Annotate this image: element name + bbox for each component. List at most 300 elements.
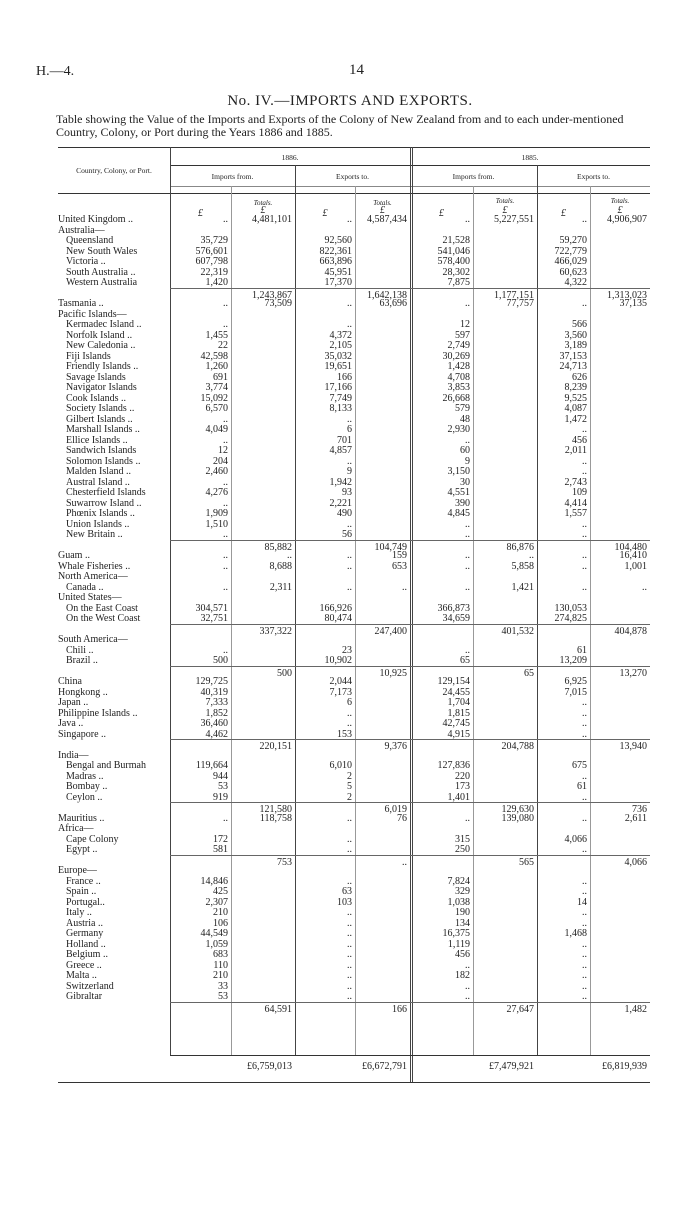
value-cell-e86: 822,361 (319, 245, 352, 257)
country-label: Bengal and Burmah (66, 760, 146, 771)
value-cell-te85: 4,906,907 (607, 214, 647, 225)
value-cell-i85: 250 (455, 844, 470, 855)
value-cell-i86: 1,852 (205, 707, 228, 719)
value-cell-e86: 9 (347, 466, 352, 477)
country-label: Solomon Islands .. (66, 455, 141, 467)
value-cell-i86: .. (223, 319, 228, 330)
subtotal-rule (295, 802, 410, 803)
value-cell-i86: 919 (213, 791, 228, 803)
subtotal-rule (410, 739, 537, 740)
value-cell-e85: 4,414 (564, 497, 587, 509)
value-cell-e86: 4,372 (329, 329, 352, 341)
subtotal-rule (170, 288, 295, 289)
value-cell-i86: 1,059 (205, 938, 228, 950)
value-cell-e85: 130,053 (554, 602, 587, 614)
value-cell-e86: .. (347, 949, 352, 960)
exports-1885-header: Exports to. (577, 172, 610, 181)
value-cell-te86: 1,642,138 (367, 289, 407, 301)
value-cell-ti85: 1,177,151 (494, 289, 534, 301)
value-cell-i85: 7,824 (447, 875, 470, 887)
exports-1886-header: Exports to. (336, 172, 369, 181)
subtotal-rule (295, 288, 410, 289)
country-label: Chesterfield Islands (66, 487, 146, 498)
value-cell-i85: 4,845 (447, 508, 470, 519)
value-cell-e85: .. (582, 949, 587, 960)
value-cell-i86: 129,725 (195, 676, 228, 687)
value-cell-e85: .. (582, 718, 587, 729)
value-cell-i85: 4,551 (447, 487, 470, 498)
value-cell-e86: 103 (337, 896, 352, 908)
value-cell-e85: .. (582, 466, 587, 477)
value-cell-i86: 12 (218, 445, 228, 456)
value-cell-te85: 13,270 (619, 667, 647, 679)
value-cell-i85: 48 (460, 413, 470, 425)
subtotal-rule (537, 540, 650, 541)
table-top-rule (58, 147, 650, 148)
country-label: Cape Colony (66, 833, 119, 845)
value-cell-e86: 35,032 (324, 350, 352, 362)
value-cell-e85: 456 (572, 434, 587, 446)
subtotal-rule (410, 540, 537, 541)
header-bottom-rule (58, 193, 650, 194)
value-cell-e86: 2 (347, 770, 352, 782)
value-cell-e86: .. (347, 413, 352, 425)
value-cell-i86: 1,455 (205, 329, 228, 341)
value-cell-i85: 190 (455, 907, 470, 918)
value-cell-e86: 8,133 (329, 403, 352, 414)
value-cell-i86: 22,319 (200, 266, 228, 278)
value-cell-e85: 4,087 (564, 403, 587, 414)
value-cell-e85: .. (582, 970, 587, 981)
value-cell-i86: 14,846 (200, 875, 228, 887)
value-cell-e85: 3,189 (564, 340, 587, 351)
value-cell-i86: 425 (213, 886, 228, 897)
subtotal-rule (295, 540, 410, 541)
country-label: Norfolk Island .. (66, 329, 133, 341)
value-cell-i86: 576,601 (195, 245, 228, 257)
value-cell-i85: 30,269 (442, 350, 470, 362)
value-cell-ti86: 73,509 (264, 298, 292, 309)
subtotal-rule (410, 802, 537, 803)
value-cell-ti86: 753 (277, 856, 292, 868)
value-cell-ti86: 8,688 (269, 560, 292, 572)
value-cell-ti85: 5,858 (511, 560, 534, 572)
subtotal-rule (410, 1002, 537, 1003)
value-cell-ti86: 64,591 (264, 1003, 292, 1015)
country-label: On the West Coast (66, 613, 141, 624)
country-label: Union Islands .. (66, 518, 130, 530)
country-label: United Kingdom .. (58, 214, 133, 225)
grand-total-exports-1886: £6,672,791 (362, 1061, 407, 1072)
value-cell-i86: 32,751 (200, 613, 228, 624)
value-cell-e85: .. (582, 791, 587, 803)
value-cell-te85: 16,410 (619, 550, 647, 561)
country-label: Kermadec Island .. (66, 319, 142, 330)
value-cell-e85: .. (582, 875, 587, 887)
value-cell-i85: 1,704 (447, 697, 470, 708)
value-cell-e85: 626 (572, 371, 587, 383)
totals-label: Totals. (373, 199, 392, 207)
value-cell-te86: 6,019 (384, 804, 407, 815)
country-label: Belgium .. (66, 949, 108, 960)
country-label: Sandwich Islands (66, 445, 137, 456)
value-cell-i86: 1,510 (205, 518, 228, 530)
value-cell-i86: 683 (213, 949, 228, 960)
document-code: H.—4. (36, 64, 75, 79)
subtotal-rule (170, 666, 295, 667)
value-cell-e86: .. (347, 518, 352, 530)
value-cell-e85: .. (582, 581, 587, 593)
country-label: Tasmania .. (58, 298, 104, 309)
value-cell-te85: 4,066 (624, 856, 647, 868)
grand-total-imports-1886: £6,759,013 (247, 1061, 292, 1072)
value-cell-e85: .. (582, 529, 587, 540)
country-label: Portugal.. (66, 896, 105, 908)
value-cell-e85: 61 (577, 644, 587, 656)
value-cell-i85: 134 (455, 917, 470, 929)
value-cell-i86: 6,570 (205, 403, 228, 414)
value-cell-i85: .. (465, 214, 470, 225)
country-label: South Australia .. (66, 266, 136, 278)
value-cell-e85: .. (582, 707, 587, 719)
country-label: Bombay .. (66, 781, 108, 792)
value-cell-i85: 65 (460, 655, 470, 666)
value-cell-ti85: 86,876 (506, 541, 534, 553)
value-cell-te86: 63,696 (379, 298, 407, 309)
subtotal-rule (295, 1002, 410, 1003)
value-cell-i85: 4,708 (447, 371, 470, 383)
value-cell-e86: .. (347, 455, 352, 467)
value-cell-e86: 5 (347, 781, 352, 792)
subtotal-rule (170, 739, 295, 740)
value-cell-te85: 404,878 (614, 625, 647, 637)
value-cell-ti85: 565 (519, 856, 534, 868)
value-cell-e86: .. (347, 833, 352, 845)
value-cell-i85: .. (465, 959, 470, 971)
value-cell-ti85: 401,532 (501, 625, 534, 637)
value-cell-e85: 3,560 (564, 329, 587, 341)
value-cell-e86: 23 (342, 644, 352, 656)
value-cell-ti86: 85,882 (264, 541, 292, 553)
value-cell-i85: 578,400 (437, 256, 470, 267)
country-label: Marshall Islands .. (66, 424, 140, 435)
value-cell-i86: .. (223, 476, 228, 488)
subtotal-rule (537, 1002, 650, 1003)
value-cell-i85: 16,375 (442, 928, 470, 939)
value-cell-i86: 210 (213, 907, 228, 918)
value-cell-i86: .. (223, 560, 228, 572)
subtotal-rule (537, 666, 650, 667)
subtotal-rule (410, 624, 537, 625)
value-cell-e86: 2,221 (329, 497, 352, 509)
value-cell-e86: 7,173 (329, 686, 352, 698)
value-cell-i85: 4,915 (447, 728, 470, 740)
value-cell-i86: .. (223, 214, 228, 225)
country-label: North America— (58, 571, 128, 582)
value-cell-i85: .. (465, 529, 470, 540)
value-cell-e86: .. (347, 214, 352, 225)
value-cell-e85: .. (582, 298, 587, 309)
value-cell-e86: 663,896 (319, 256, 352, 267)
value-cell-i86: 106 (213, 917, 228, 929)
value-cell-e85: 1,557 (564, 508, 587, 519)
value-cell-i85: .. (465, 812, 470, 824)
country-label: New Britain .. (66, 529, 123, 540)
value-cell-i86: 4,462 (205, 728, 228, 740)
value-cell-i85: .. (465, 581, 470, 593)
value-cell-i85: .. (465, 550, 470, 561)
grand-total-rule (170, 1055, 650, 1056)
value-cell-te85: 1,313,023 (607, 289, 647, 301)
value-cell-i85: 220 (455, 770, 470, 782)
value-cell-i86: 172 (213, 833, 228, 845)
value-cell-e85: .. (582, 959, 587, 971)
value-cell-i86: 4,276 (205, 487, 228, 498)
subtotal-rule (170, 1002, 295, 1003)
value-cell-te86: 166 (392, 1003, 407, 1015)
subtotal-rule (170, 855, 295, 856)
value-cell-i86: 691 (213, 371, 228, 383)
country-label: Savage Islands (66, 371, 126, 383)
value-cell-i86: .. (223, 529, 228, 540)
value-cell-e85: 109 (572, 487, 587, 498)
country-label: Ceylon .. (66, 791, 103, 803)
value-cell-i85: 34,659 (442, 613, 470, 624)
value-cell-te85: 2,611 (624, 812, 647, 824)
value-cell-i85: 173 (455, 781, 470, 792)
value-cell-e85: .. (582, 770, 587, 782)
pound-sign: £ (561, 208, 566, 219)
value-cell-ti85: 129,630 (501, 804, 534, 815)
country-label: Brazil .. (66, 655, 98, 666)
value-cell-i86: .. (223, 644, 228, 656)
country-label: Italy .. (66, 907, 92, 918)
value-cell-i86: 2,460 (205, 466, 228, 477)
value-cell-ti86: 1,243,867 (252, 289, 292, 301)
value-cell-i85: 2,749 (447, 340, 470, 351)
country-label: France .. (66, 875, 101, 887)
value-cell-e86: .. (347, 875, 352, 887)
value-cell-i85: .. (465, 980, 470, 992)
subtotal-rule (410, 666, 537, 667)
value-cell-ti85: 5,227,551 (494, 214, 534, 225)
country-label: Guam .. (58, 550, 90, 561)
value-cell-te85: 1,001 (624, 560, 647, 572)
value-cell-te86: 10,925 (379, 667, 407, 679)
value-cell-te86: 104,749 (374, 541, 407, 553)
value-cell-e85: .. (582, 560, 587, 572)
value-cell-e85: .. (582, 728, 587, 740)
subtotal-rule (295, 666, 410, 667)
value-cell-e86: 6 (347, 424, 352, 435)
value-cell-e85: 2,011 (564, 445, 587, 456)
value-cell-e86: 92,560 (324, 235, 352, 246)
value-cell-e86: 2,044 (329, 676, 352, 687)
country-label: Greece .. (66, 959, 102, 971)
value-cell-i86: 33 (218, 980, 228, 992)
country-label: Austral Island .. (66, 476, 130, 488)
year-1885-header: 1885. (521, 153, 539, 162)
value-cell-e85: 675 (572, 760, 587, 771)
table-bottom-rule (58, 1082, 650, 1083)
value-cell-e85: 13,209 (559, 655, 587, 666)
subtotal-rule (295, 739, 410, 740)
value-cell-e85: 60,623 (559, 266, 587, 278)
country-label: Philippine Islands .. (58, 707, 138, 719)
country-column-header: Country, Colony, or Port. (76, 166, 152, 175)
value-cell-e85: .. (582, 214, 587, 225)
value-cell-i86: 204 (213, 455, 228, 467)
value-cell-e85: .. (582, 424, 587, 435)
value-cell-e85: .. (582, 844, 587, 855)
value-cell-e86: .. (347, 959, 352, 971)
value-cell-te85: 13,940 (619, 741, 647, 752)
value-cell-e85: 24,713 (559, 361, 587, 372)
subtotal-rule (170, 540, 295, 541)
value-cell-i85: .. (465, 560, 470, 572)
value-cell-i85: 24,455 (442, 686, 470, 698)
value-cell-e86: 80,474 (324, 613, 352, 624)
country-label: Queensland (66, 235, 114, 246)
value-cell-e86: .. (347, 560, 352, 572)
value-cell-i85: 3,853 (447, 382, 470, 393)
table-subtitle: Table showing the Value of the Imports and Exports of the Colony of New Zealand from and to each under-mentioned Country, Colony, or Port during the Years 1886 and 1885. (56, 112, 624, 139)
country-label: Fiji Islands (66, 350, 111, 362)
value-cell-i85: 60 (460, 445, 470, 456)
country-label: India— (58, 749, 89, 761)
value-cell-i85: 597 (455, 329, 470, 341)
value-cell-e86: 2,105 (329, 340, 352, 351)
value-cell-i86: 607,798 (195, 256, 228, 267)
grand-total-imports-1885: £7,479,921 (489, 1061, 534, 1072)
country-label: Singapore .. (58, 728, 107, 740)
value-cell-i86: 119,664 (195, 760, 228, 771)
value-cell-e86: .. (347, 938, 352, 950)
value-cell-i85: 30 (460, 476, 470, 488)
value-cell-te85: .. (642, 581, 647, 593)
value-cell-te86: 76 (397, 812, 407, 824)
value-cell-ti85: 204,788 (501, 741, 534, 752)
country-label: Germany (66, 928, 104, 939)
value-cell-e85: 8,239 (564, 382, 587, 393)
value-cell-e86: .. (347, 970, 352, 981)
value-cell-i86: 1,260 (205, 361, 228, 372)
value-cell-e86: 93 (342, 487, 352, 498)
value-cell-e85: 61 (577, 781, 587, 792)
grand-total-exports-1885: £6,819,939 (602, 1061, 647, 1072)
country-label: Gibraltar (66, 991, 103, 1002)
imports-1885-header: Imports from. (452, 172, 495, 181)
country-label: Gilbert Islands .. (66, 413, 133, 425)
value-cell-i85: 26,668 (442, 392, 470, 404)
value-cell-e85: 566 (572, 319, 587, 330)
value-cell-i85: .. (465, 518, 470, 530)
pound-sign: £ (502, 205, 508, 216)
value-cell-i85: 541,046 (437, 245, 470, 257)
value-cell-e86: 153 (337, 728, 352, 740)
country-label: Egypt .. (66, 844, 98, 855)
value-cell-i85: 21,528 (442, 235, 470, 246)
value-cell-i86: 500 (213, 655, 228, 666)
value-cell-e85: .. (582, 980, 587, 992)
value-cell-i86: .. (223, 413, 228, 425)
value-cell-i85: .. (465, 991, 470, 1002)
country-label: Hongkong .. (58, 686, 108, 698)
value-cell-i86: 22 (218, 340, 228, 351)
value-cell-e85: .. (582, 550, 587, 561)
value-cell-e85: 722,779 (554, 245, 587, 257)
country-label: Whale Fisheries .. (58, 560, 131, 572)
value-cell-e85: .. (582, 917, 587, 929)
totals-label: Totals. (610, 197, 630, 205)
value-cell-te86: 159 (392, 550, 407, 561)
value-cell-i85: 315 (455, 833, 470, 845)
value-cell-e86: .. (347, 907, 352, 918)
value-cell-i85: .. (465, 434, 470, 446)
value-cell-e86: .. (347, 844, 352, 855)
value-cell-i86: 1,420 (205, 277, 228, 288)
value-cell-e86: 56 (342, 529, 352, 540)
value-cell-i86: 210 (213, 970, 228, 981)
subtotal-rule (537, 802, 650, 803)
value-cell-ti85: 27,647 (506, 1003, 534, 1015)
value-cell-i86: 304,571 (195, 602, 228, 614)
value-cell-i86: 3,774 (205, 382, 228, 393)
value-cell-e85: 4,066 (564, 833, 587, 845)
value-cell-i86: 4,049 (205, 424, 228, 435)
value-cell-ti85: 139,080 (501, 812, 534, 824)
value-cell-e85: .. (582, 697, 587, 708)
value-cell-e86: 17,166 (324, 382, 352, 393)
page-number: 14 (349, 62, 364, 78)
value-cell-e86: 2 (347, 791, 352, 803)
value-cell-e85: 37,153 (559, 350, 587, 362)
value-cell-i86: 7,333 (205, 697, 228, 708)
value-cell-e86: 10,902 (324, 655, 352, 666)
value-cell-e86: .. (347, 812, 352, 824)
value-cell-i86: 42,598 (200, 350, 228, 362)
value-cell-te85: 1,482 (624, 1003, 647, 1015)
pound-sign: £ (380, 205, 385, 216)
value-cell-ti86: 2,311 (269, 581, 292, 593)
value-cell-ti85: 77,757 (506, 298, 534, 309)
value-cell-i86: 944 (213, 770, 228, 782)
country-label: Australia— (58, 224, 105, 236)
value-cell-i85: 127,836 (437, 760, 470, 771)
value-cell-e85: 2,743 (564, 476, 587, 488)
value-cell-i85: 1,401 (447, 791, 470, 803)
country-label: Canada .. (66, 581, 104, 593)
value-cell-e86: .. (347, 980, 352, 992)
value-cell-i86: .. (223, 581, 228, 593)
country-label: Africa— (58, 823, 94, 834)
value-cell-te86: .. (402, 581, 407, 593)
country-label: Cook Islands .. (66, 392, 126, 404)
value-cell-i85: 7,875 (447, 277, 470, 288)
value-cell-te85: 736 (632, 804, 647, 815)
value-cell-e86: 45,951 (324, 266, 352, 278)
value-cell-e85: .. (582, 518, 587, 530)
value-cell-ti85: 65 (524, 667, 534, 679)
imports-1886-header: Imports from. (211, 172, 254, 181)
country-label: China (58, 676, 82, 687)
value-cell-i85: .. (465, 644, 470, 656)
value-cell-i85: 12 (460, 319, 470, 330)
value-cell-i86: 15,092 (200, 392, 228, 404)
value-cell-e86: .. (347, 718, 352, 729)
subtotal-rule (170, 624, 295, 625)
value-cell-e85: 9,525 (564, 392, 587, 404)
